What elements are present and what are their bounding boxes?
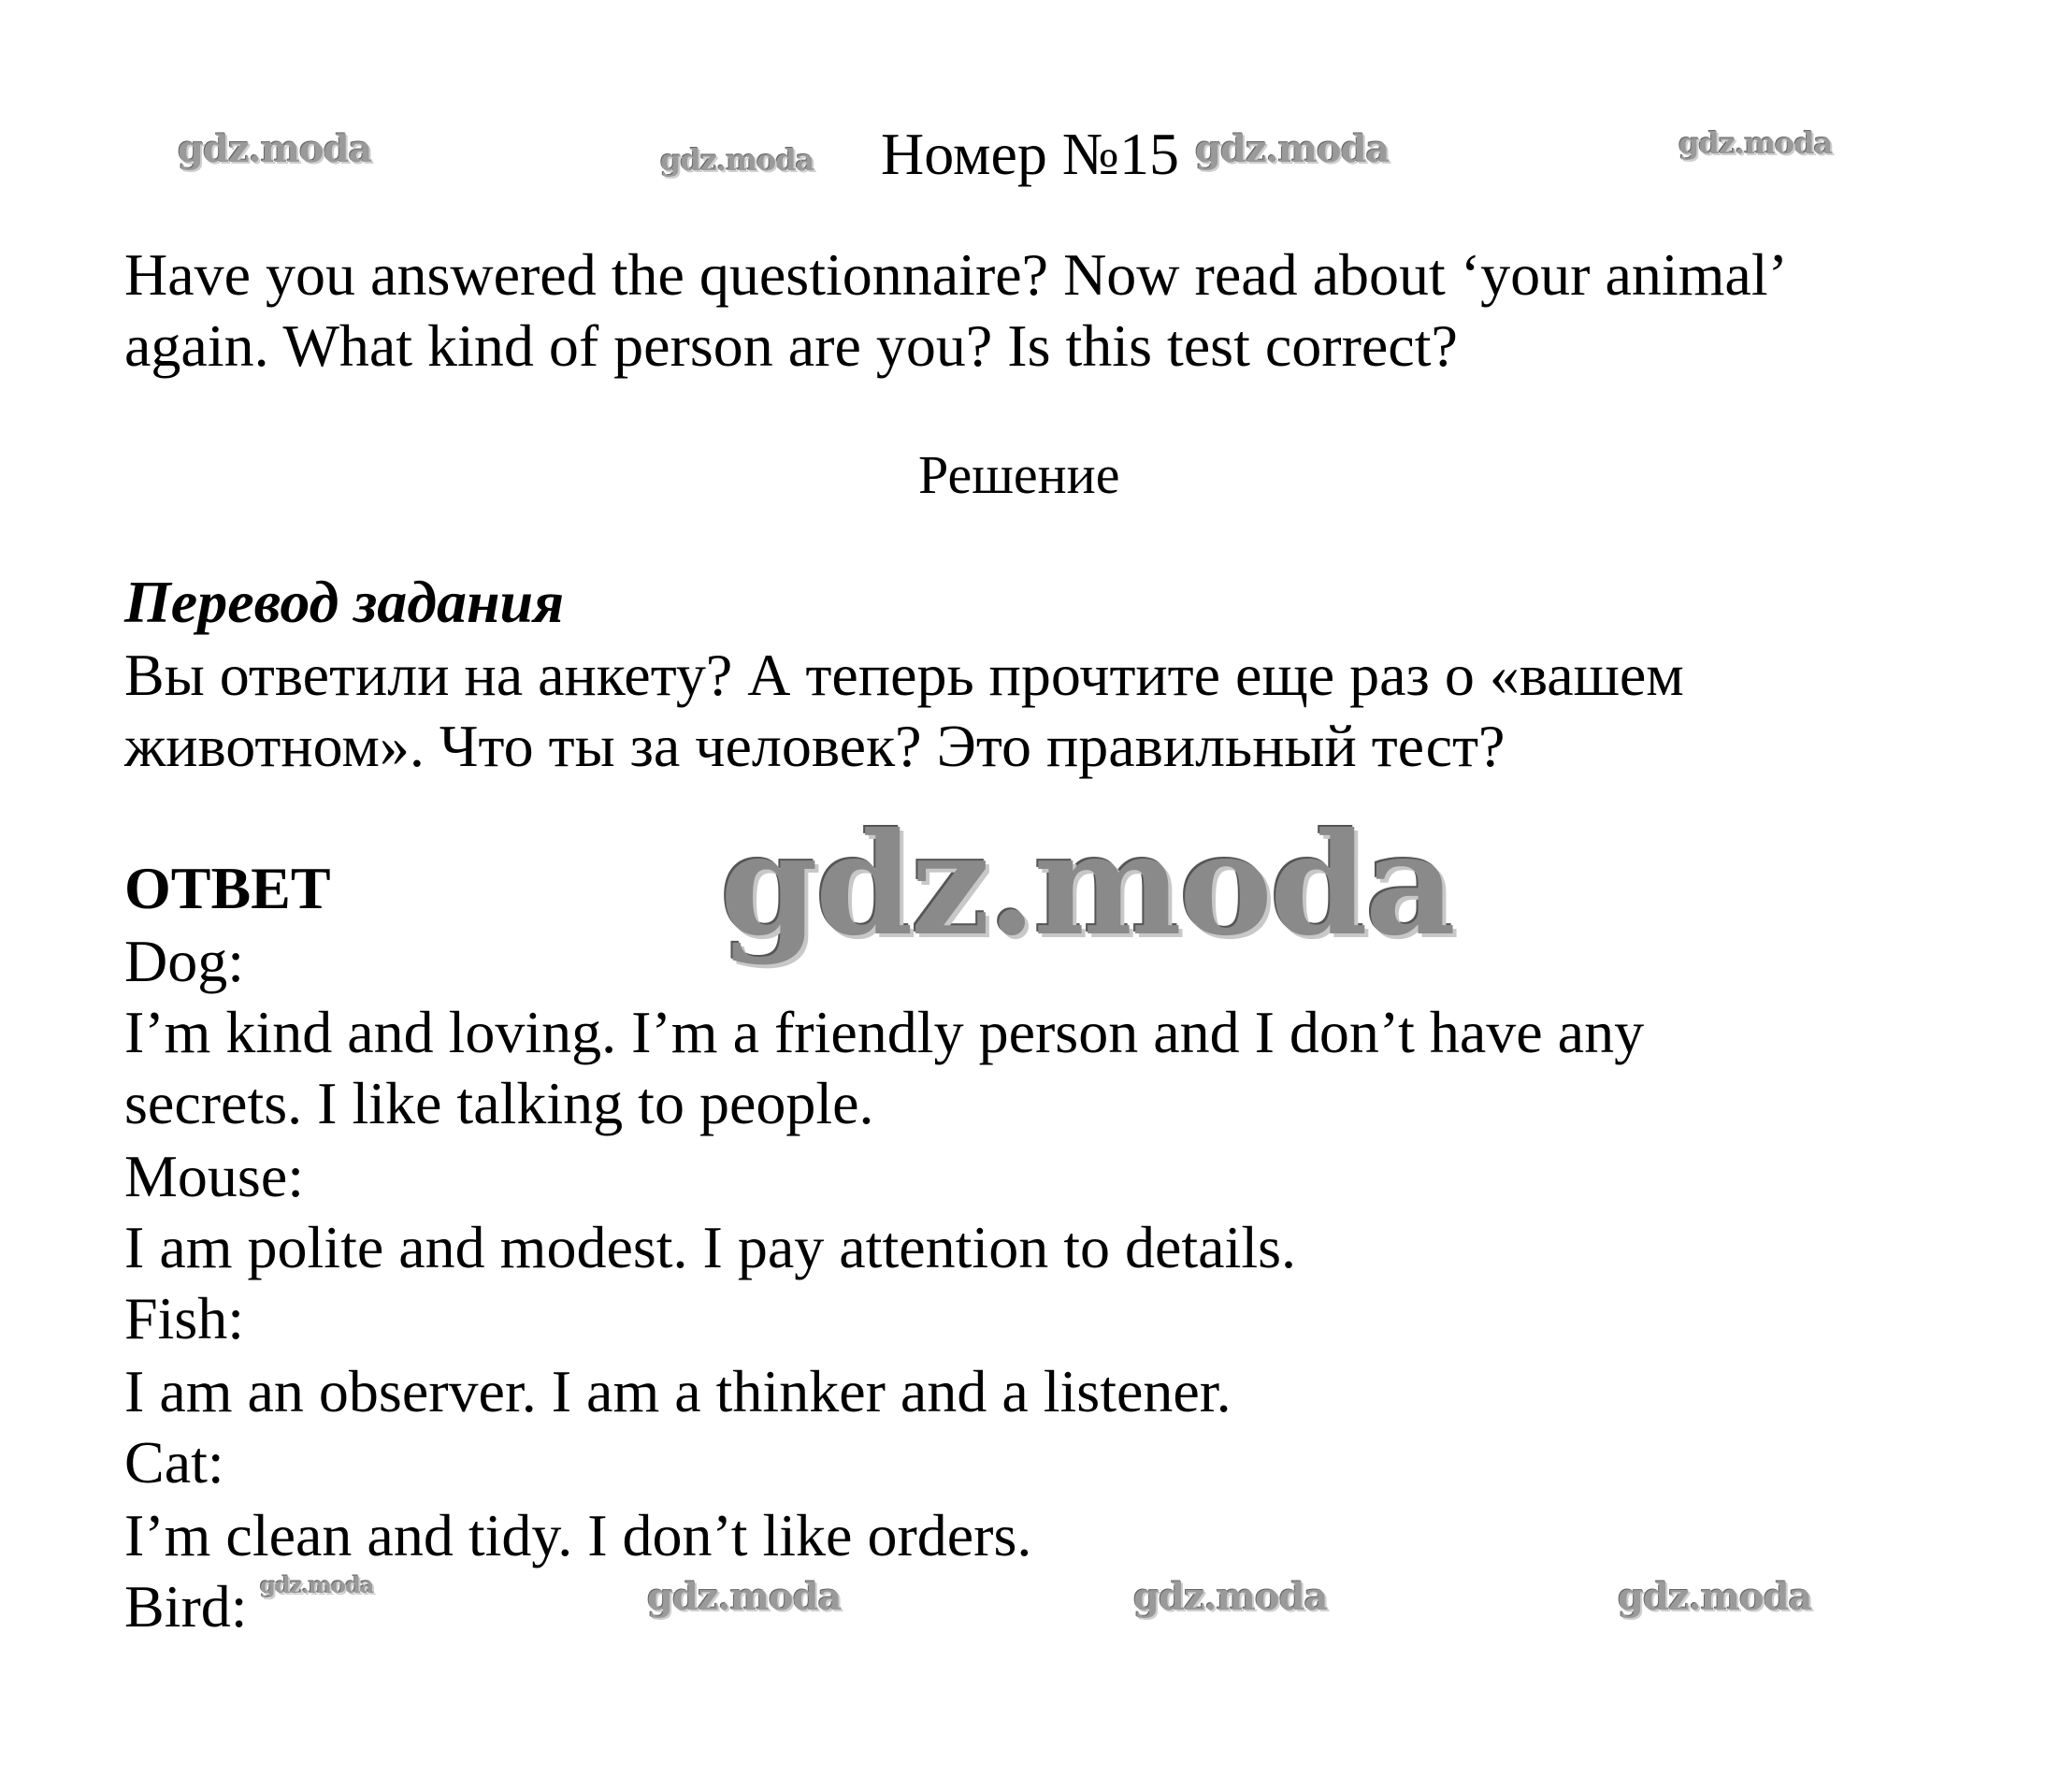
answer-line: I’m kind and loving. I’m a friendly person and I don’t have any: [124, 999, 1645, 1065]
answer-line: I’m clean and tidy. I don’t like orders.: [124, 1502, 1032, 1568]
answer-line: secrets. I like talking to people.: [124, 1070, 874, 1136]
watermark: gdz.moda: [1133, 1575, 1328, 1619]
answer-line: Cat:: [124, 1429, 224, 1496]
answer-heading: ОТВЕТ: [124, 855, 331, 921]
answer-line: Dog:: [124, 928, 244, 994]
task-line: Have you answered the questionnaire? Now read about ‘your animal’: [124, 241, 1788, 308]
page-title: Номер №15: [881, 121, 1179, 187]
watermark: gdz.moda: [1679, 125, 1833, 161]
task-line: again. What kind of person are you? Is this test correct?: [124, 312, 1458, 379]
watermark: gdz.moda: [660, 142, 814, 178]
watermark: gdz.moda: [260, 1571, 374, 1598]
answer-line: I am an observer. I am a thinker and a listener.: [124, 1358, 1232, 1424]
solution-heading: Решение: [918, 444, 1120, 505]
watermark-large: gdz.moda: [720, 802, 1454, 967]
answer-line: Mouse:: [124, 1143, 304, 1209]
answer-line: Fish:: [124, 1285, 245, 1351]
watermark: gdz.moda: [178, 127, 372, 171]
translation-heading: Перевод задания: [124, 569, 565, 635]
translation-line: Вы ответили на анкету? А теперь прочтите еще раз о «вашем: [124, 642, 1684, 708]
answer-line: I am polite and modest. I pay attention to details.: [124, 1214, 1297, 1280]
answer-line: Bird:: [124, 1573, 248, 1640]
watermark: gdz.moda: [1195, 127, 1390, 171]
watermark: gdz.moda: [1618, 1575, 1812, 1619]
translation-line: животном». Что ты за человек? Это правильный тест?: [124, 713, 1506, 779]
watermark: gdz.moda: [647, 1575, 842, 1619]
